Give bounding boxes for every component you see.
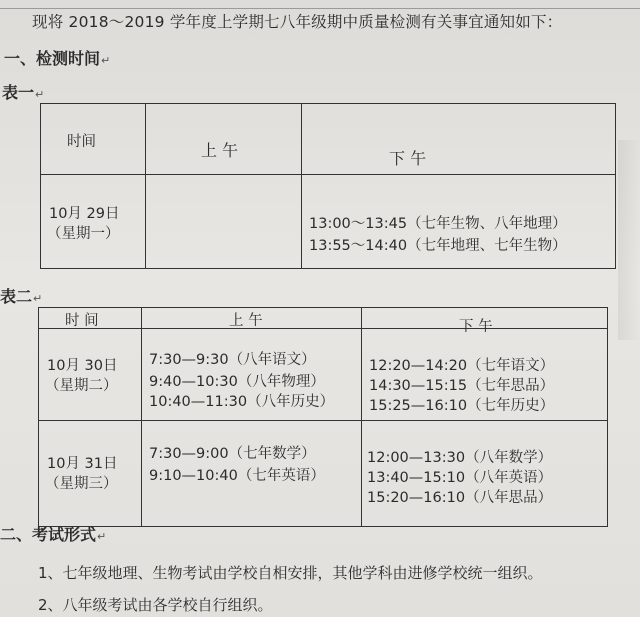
table2-row1-morning-slot: 9:40—10:30（八年物理） xyxy=(149,374,325,390)
top-border-line xyxy=(0,0,640,9)
table1-label xyxy=(2,80,44,103)
table2-header-afternoon: 下 午 xyxy=(459,319,493,335)
table2-row1-weekday: （星期二） xyxy=(45,378,118,394)
table2-label-text: 表二 xyxy=(0,287,33,306)
section2-title-text: 二、考试形式 xyxy=(0,525,97,544)
section1-title-text: 一、检测时间 xyxy=(4,49,101,68)
table2-row1-afternoon-slot: 12:20—14:20（七年语文） xyxy=(369,358,555,374)
table2-row2-weekday: （星期三） xyxy=(45,476,118,492)
section2-item: 1、七年级地理、生物考试由学校自相安排，其他学科由进修学校统一组织。 xyxy=(38,564,543,582)
table2-row1-morning-slot: 10:40—11:30（八年历史） xyxy=(149,394,335,410)
table2-row1-date: 10月 30日 xyxy=(47,358,118,374)
table1-col-divider xyxy=(145,104,146,268)
table1-row-date: 10月 29日 xyxy=(49,206,120,222)
page-fold-shadow xyxy=(618,140,640,340)
table1-col-divider xyxy=(301,104,302,268)
table1 xyxy=(40,103,616,269)
table2-col-divider xyxy=(141,308,142,526)
table1-afternoon-slot: 13:00～13:45（七年生物、八年地理） xyxy=(309,216,567,232)
table2-row-divider xyxy=(39,328,607,329)
table2-row2-morning-slot: 9:10—10:40（七年英语） xyxy=(149,468,325,484)
section2-title xyxy=(0,522,106,545)
paragraph-mark: ↵ xyxy=(97,530,107,543)
paragraph-mark: ↵ xyxy=(35,88,45,101)
table2-row1-afternoon-slot: 14:30—15:15（七年思品） xyxy=(369,378,555,394)
section2-item: 2、八年级考试由各学校自行组织。 xyxy=(38,596,273,614)
table1-afternoon-slot: 13:55～14:40（七年地理、七年生物） xyxy=(309,238,567,254)
intro-text: 现将 2018～2019 学年度上学期七八年级期中质量检测有关事宜通知如下： xyxy=(32,13,563,31)
table2-row1-afternoon-slot: 15:25—16:10（七年历史） xyxy=(369,398,555,414)
section1-title xyxy=(4,46,110,69)
table2-row2-morning-slot: 7:30—9:00（七年数学） xyxy=(149,446,316,462)
table2-row2-afternoon-slot: 13:40—15:10（八年英语） xyxy=(367,470,553,486)
table2 xyxy=(38,307,608,527)
paragraph-mark: ↵ xyxy=(101,54,111,67)
table1-label-text: 表一 xyxy=(2,83,35,102)
table1-header-morning: 上 午 xyxy=(201,141,239,160)
table2-header-time: 时 间 xyxy=(65,313,99,329)
table1-header-afternoon: 下 午 xyxy=(389,149,427,168)
paragraph-mark: ↵ xyxy=(33,292,43,305)
table2-header-morning: 上 午 xyxy=(229,313,263,329)
table2-row2-date: 10月 31日 xyxy=(47,456,118,472)
table1-row-divider xyxy=(41,174,615,175)
table2-row2-afternoon-slot: 15:20—16:10（八年思品） xyxy=(367,490,553,506)
table1-row-weekday: （星期一） xyxy=(47,226,120,242)
table2-col-divider xyxy=(361,308,362,526)
table2-row-divider xyxy=(39,420,607,421)
table1-header-time: 时间 xyxy=(67,134,96,150)
table2-label xyxy=(0,284,42,307)
table2-row2-afternoon-slot: 12:00—13:30（八年数学） xyxy=(367,450,553,466)
table2-row1-morning-slot: 7:30—9:30（八年语文） xyxy=(149,352,316,368)
